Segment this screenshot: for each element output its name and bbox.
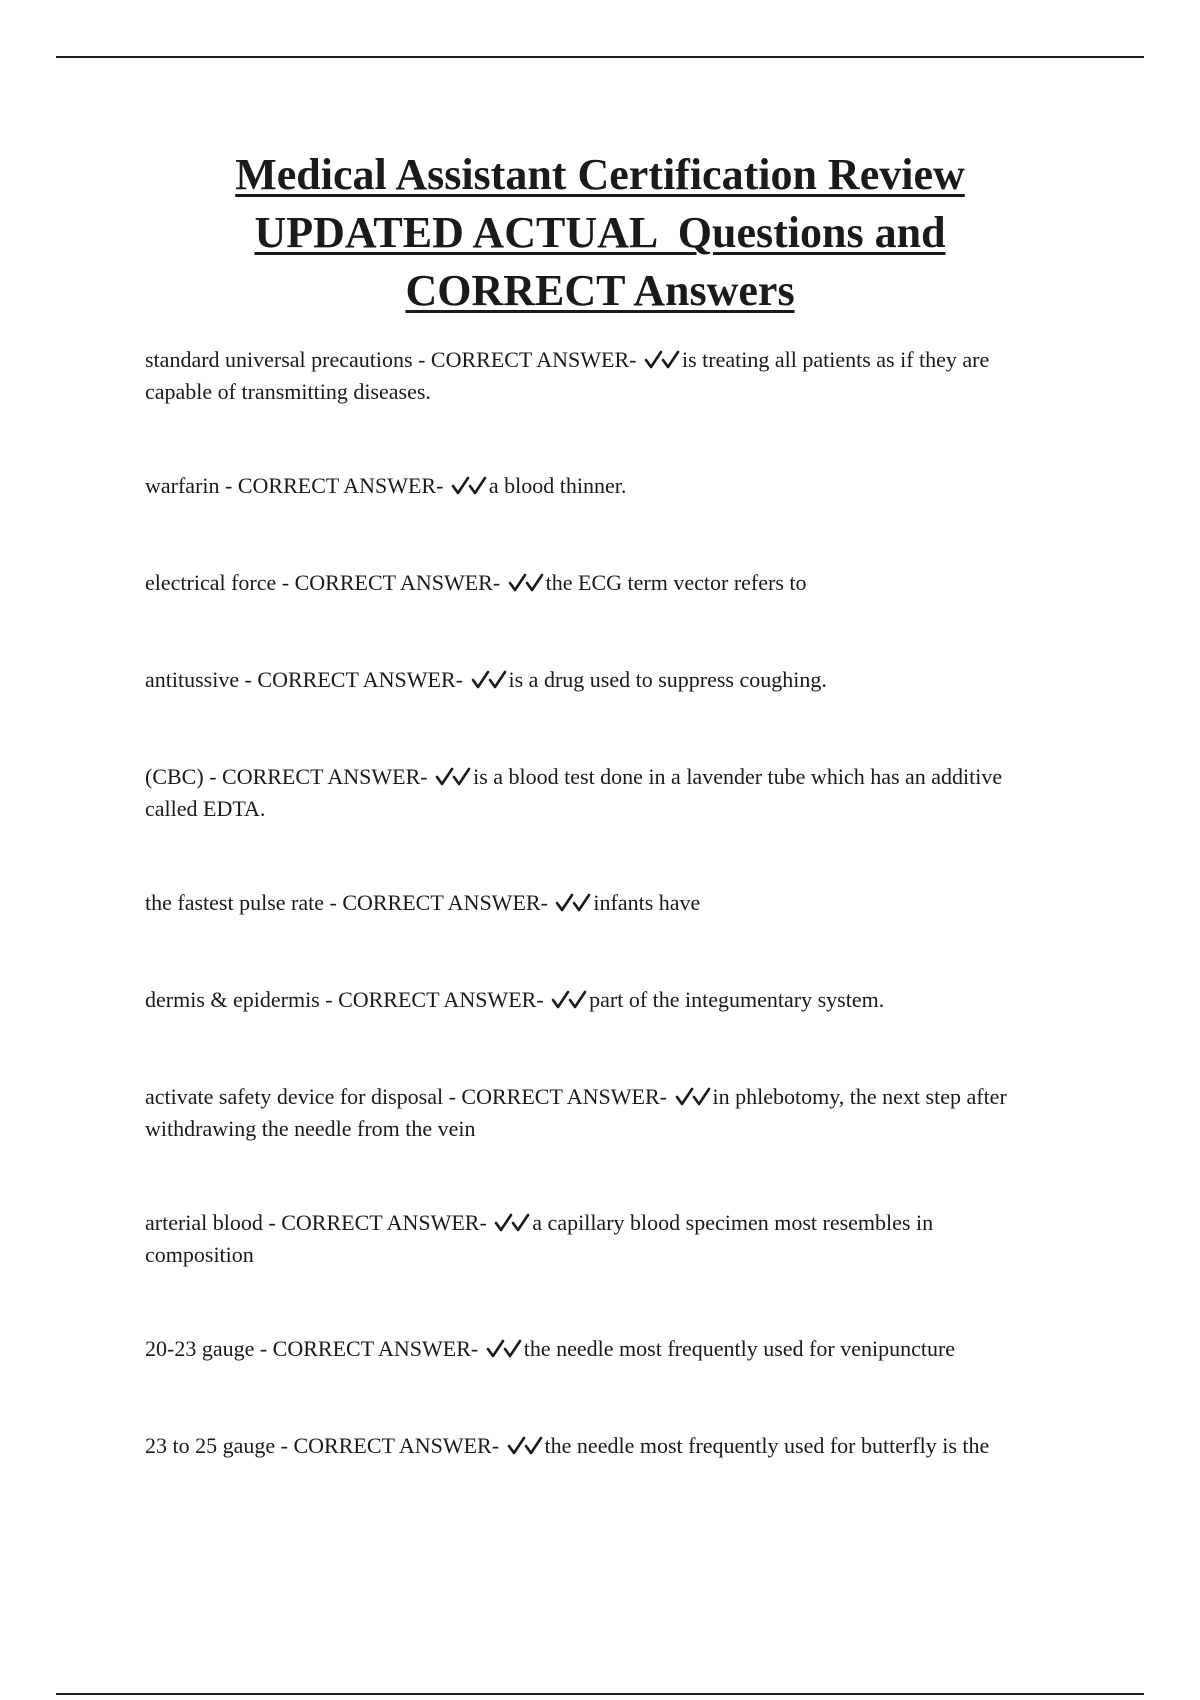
qa-term: electrical force	[145, 570, 277, 595]
qa-item	[145, 1430, 1045, 1462]
double-checkmark-icon	[644, 347, 680, 367]
qa-item	[145, 470, 1045, 502]
qa-term: 20-23 gauge	[145, 1336, 255, 1361]
double-checkmark-icon	[551, 987, 587, 1007]
qa-term: antitussive	[145, 667, 240, 692]
qa-answer: the needle most frequently used for venipuncture	[523, 1336, 956, 1361]
qa-answer: is treating all patients as if they are capable of transmitting diseases.	[145, 347, 990, 404]
qa-separator: - CORRECT ANSWER-	[203, 764, 434, 789]
double-checkmark-icon	[471, 667, 507, 687]
qa-answer: the ECG term vector refers to	[545, 570, 807, 595]
qa-term: arterial blood	[145, 1210, 263, 1235]
qa-answer: is a blood test done in a lavender tube which has an additive called EDTA.	[145, 764, 1003, 821]
qa-answer: the needle most frequently used for butterfly is the	[544, 1433, 990, 1458]
qa-list	[145, 344, 1045, 1524]
title-line-1: Medical Assistant Certification Review	[235, 150, 965, 199]
qa-item	[145, 984, 1045, 1016]
qa-separator: - CORRECT ANSWER-	[276, 570, 506, 595]
qa-item	[145, 664, 1045, 696]
double-checkmark-icon	[508, 570, 544, 590]
qa-separator: - CORRECT ANSWER-	[443, 1084, 673, 1109]
qa-separator: - CORRECT ANSWER-	[324, 890, 554, 915]
double-checkmark-icon	[507, 1433, 543, 1453]
document-title	[100, 146, 1100, 320]
qa-item	[145, 1081, 1045, 1145]
qa-item	[145, 887, 1045, 919]
top-rule	[56, 56, 1144, 58]
title-line-2: UPDATED ACTUAL Questions and	[254, 208, 946, 257]
qa-answer: a capillary blood specimen most resembles in composition	[145, 1210, 934, 1267]
qa-answer: in phlebotomy, the next step after withdrawing the needle from the vein	[145, 1084, 1007, 1141]
title-line-3: CORRECT Answers	[405, 266, 795, 315]
qa-item	[145, 344, 1045, 408]
qa-separator: - CORRECT ANSWER-	[319, 987, 550, 1012]
qa-separator: - CORRECT ANSWER-	[239, 667, 469, 692]
qa-term: dermis & epidermis	[145, 987, 320, 1012]
qa-answer: infants have	[593, 890, 701, 915]
double-checkmark-icon	[555, 890, 591, 910]
qa-item	[145, 1333, 1045, 1365]
qa-item	[145, 567, 1045, 599]
qa-separator: - CORRECT ANSWER-	[262, 1210, 493, 1235]
qa-term: (CBC)	[145, 764, 204, 789]
double-checkmark-icon	[486, 1336, 522, 1356]
qa-term: standard universal precautions	[145, 347, 413, 372]
bottom-rule	[56, 1693, 1144, 1695]
qa-answer: part of the integumentary system.	[589, 987, 885, 1012]
double-checkmark-icon	[494, 1210, 530, 1230]
double-checkmark-icon	[675, 1084, 711, 1104]
qa-answer: a blood thinner.	[488, 473, 627, 498]
qa-separator: - CORRECT ANSWER-	[412, 347, 642, 372]
qa-term: warfarin	[145, 473, 220, 498]
qa-separator: - CORRECT ANSWER-	[275, 1433, 505, 1458]
qa-answer: is a drug used to suppress coughing.	[508, 667, 827, 692]
qa-separator: - CORRECT ANSWER-	[219, 473, 449, 498]
double-checkmark-icon	[451, 473, 487, 493]
qa-term: activate safety device for disposal	[145, 1084, 444, 1109]
double-checkmark-icon	[435, 764, 471, 784]
qa-separator: - CORRECT ANSWER-	[254, 1336, 484, 1361]
qa-item	[145, 1207, 1045, 1271]
qa-term: 23 to 25 gauge	[145, 1433, 276, 1458]
qa-item	[145, 761, 1045, 825]
qa-term: the fastest pulse rate	[145, 890, 324, 915]
